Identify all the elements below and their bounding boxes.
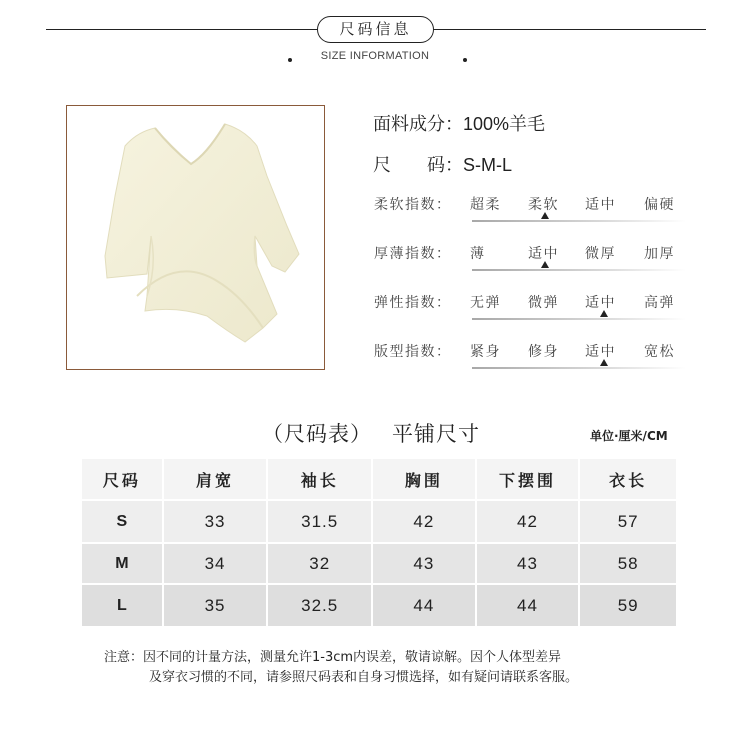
sweater-illustration [67,106,325,370]
fabric-spec [373,110,545,136]
measurement-note [104,648,684,688]
index-option: 高弹 [644,295,675,311]
index-option: 适中 [585,344,616,360]
marker-triangle-icon [600,310,608,317]
elasticity-index [374,292,694,332]
value-cell: 44 [477,585,579,626]
marker-triangle-icon [541,212,549,219]
table-title [262,418,480,448]
index-option: 修身 [528,344,559,360]
value-cell: 32 [268,544,371,583]
size-value: S-M-L [463,155,512,175]
fit-index [374,341,694,381]
size-spec [373,151,512,177]
index-option: 适中 [528,246,559,262]
size-cell: L [82,585,162,626]
index-option: 薄 [470,246,486,262]
header-divider-left [46,29,318,30]
size-label: 尺 码： [373,155,463,176]
index-option: 无弹 [470,295,501,311]
index-option: 适中 [585,197,616,213]
thickness-index [374,243,694,283]
table-header-row [82,459,676,499]
table-title-sub: 平铺尺寸 [392,422,480,446]
index-option: 适中 [585,295,616,311]
value-cell: 42 [477,501,579,542]
table-row [82,501,676,542]
index-option: 偏硬 [644,197,675,213]
size-cell: S [82,501,162,542]
index-track [472,269,686,271]
value-cell: 42 [373,501,475,542]
marker-triangle-icon [541,261,549,268]
index-option: 宽松 [644,344,675,360]
index-track [472,318,686,320]
value-cell: 35 [164,585,267,626]
value-cell: 44 [373,585,475,626]
table-title-main: （尺码表） [262,422,372,446]
value-cell: 43 [477,544,579,583]
index-option: 紧身 [470,344,501,360]
index-track [472,220,686,222]
index-label: 弹性指数： [374,295,452,311]
bullet-dot-icon [463,58,467,62]
header-cell: 袖长 [268,459,371,499]
index-label: 厚薄指数： [374,246,452,262]
table-row [82,585,676,626]
index-option: 超柔 [470,197,501,213]
size-table [80,457,678,628]
header-cell: 肩宽 [164,459,267,499]
index-option: 柔软 [528,197,559,213]
header-cell: 衣长 [580,459,676,499]
value-cell: 43 [373,544,475,583]
index-option: 加厚 [644,246,675,262]
index-option: 微厚 [585,246,616,262]
note-line-1: 注意：因不同的计量方法，测量允许1-3cm内误差，敬请谅解。因个人体型差异 [104,650,562,665]
product-image [66,105,325,370]
header-cell: 胸围 [373,459,475,499]
table-row [82,544,676,583]
value-cell: 34 [164,544,267,583]
index-label: 柔软指数： [374,197,452,213]
section-title: 尺码信息 [317,16,434,43]
softness-index [374,194,694,234]
header-cell: 尺码 [82,459,162,499]
index-option: 微弹 [528,295,559,311]
index-label: 版型指数： [374,344,452,360]
value-cell: 32.5 [268,585,371,626]
value-cell: 59 [580,585,676,626]
section-subtitle: SIZE INFORMATION [320,50,430,62]
fabric-value: 100%羊毛 [463,114,546,134]
fabric-label: 面料成分： [373,114,463,135]
note-line-2: 及穿衣习惯的不同，请参照尺码表和自身习惯选择，如有疑问请联系客服。 [149,670,579,685]
header-divider-right [433,29,706,30]
unit-label: 单位·厘米/CM [590,429,668,443]
value-cell: 31.5 [268,501,371,542]
marker-triangle-icon [600,359,608,366]
value-cell: 58 [580,544,676,583]
value-cell: 57 [580,501,676,542]
index-track [472,367,686,369]
header-cell: 下摆围 [477,459,579,499]
value-cell: 33 [164,501,267,542]
size-cell: M [82,544,162,583]
